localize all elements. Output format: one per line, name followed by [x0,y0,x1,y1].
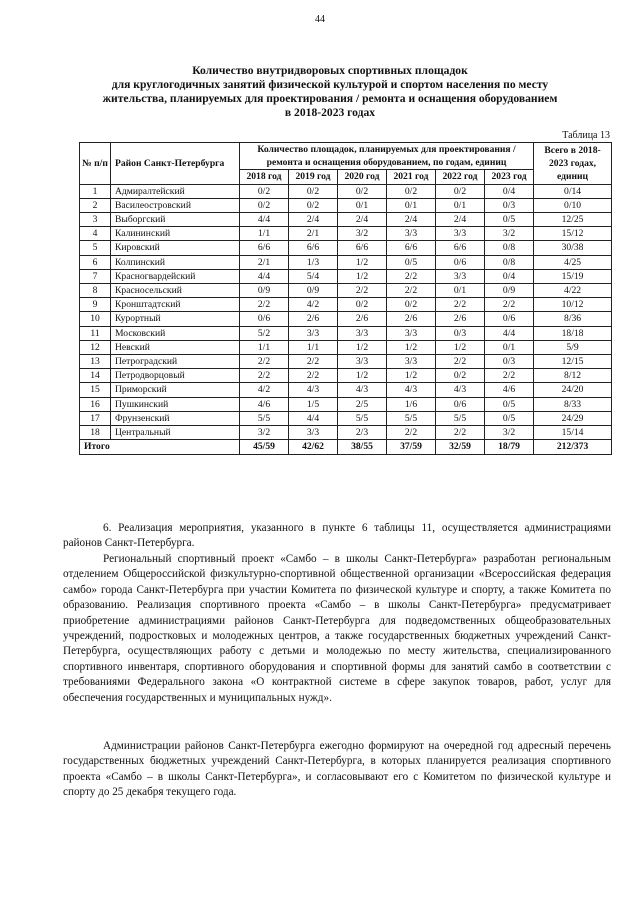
table-row [80,241,612,255]
row-district: Курортный [111,312,240,326]
row-value: 2/1 [289,227,338,241]
row-number: 3 [80,213,111,227]
row-total: 15/12 [534,227,612,241]
row-value: 3/3 [289,426,338,440]
row-value: 0/2 [436,369,485,383]
page-number: 44 [315,14,325,25]
row-value: 1/2 [338,255,387,269]
row-value: 3/3 [338,355,387,369]
row-value: 2/2 [240,298,289,312]
row-value: 2/2 [387,284,436,298]
row-value: 0/2 [240,184,289,198]
row-number: 17 [80,411,111,425]
row-value: 2/2 [338,284,387,298]
row-district: Центральный [111,426,240,440]
row-value: 6/6 [436,241,485,255]
row-value: 3/3 [338,326,387,340]
table-row [80,383,612,397]
row-district: Кировский [111,241,240,255]
paragraph-sambo-project [63,552,611,706]
row-total: 15/14 [534,426,612,440]
header-year: 2022 год [436,170,485,184]
row-value: 2/2 [436,298,485,312]
table-row [80,312,612,326]
header-year: 2019 год [289,170,338,184]
table-title [60,64,600,120]
row-value: 2/2 [485,369,534,383]
row-value: 3/3 [387,326,436,340]
total-value: 37/59 [387,440,436,455]
row-value: 6/6 [387,241,436,255]
row-value: 2/2 [485,298,534,312]
row-number: 1 [80,184,111,198]
header-year: 2021 год [387,170,436,184]
row-district: Адмиралтейский [111,184,240,198]
row-value: 0/2 [338,184,387,198]
row-number: 8 [80,284,111,298]
row-value: 1/1 [240,340,289,354]
row-number: 5 [80,241,111,255]
row-value: 0/8 [485,255,534,269]
grand-total: 212/373 [534,440,612,455]
row-value: 0/6 [485,312,534,326]
title-line: для круглогодичных занятий физической культурой и спортом населения по месту [111,78,549,91]
row-value: 0/5 [387,255,436,269]
row-number: 14 [80,369,111,383]
table-row [80,326,612,340]
row-value: 0/6 [436,397,485,411]
row-value: 0/4 [485,184,534,198]
row-value: 0/6 [436,255,485,269]
header-district: Район Санкт-Петербурга [111,143,240,185]
row-total: 18/18 [534,326,612,340]
row-number: 9 [80,298,111,312]
row-total: 24/29 [534,411,612,425]
row-value: 2/4 [387,213,436,227]
row-value: 2/6 [387,312,436,326]
table-row [80,340,612,354]
table-row [80,184,612,198]
row-value: 1/2 [387,369,436,383]
row-value: 4/4 [240,213,289,227]
row-value: 2/4 [338,213,387,227]
row-value: 1/2 [338,340,387,354]
row-value: 0/1 [436,284,485,298]
row-number: 15 [80,383,111,397]
row-value: 1/3 [289,255,338,269]
title-line: в 2018-2023 годах [284,106,376,119]
row-value: 4/4 [485,326,534,340]
row-total: 30/38 [534,241,612,255]
row-value: 3/2 [485,227,534,241]
row-total: 8/33 [534,397,612,411]
row-value: 0/2 [240,198,289,212]
row-value: 5/5 [240,411,289,425]
row-value: 0/4 [485,269,534,283]
row-value: 4/3 [436,383,485,397]
row-district: Колпинский [111,255,240,269]
row-value: 3/2 [485,426,534,440]
total-row [80,440,612,455]
table-row [80,369,612,383]
row-value: 0/6 [240,312,289,326]
row-value: 1/2 [436,340,485,354]
row-number: 7 [80,269,111,283]
row-value: 1/5 [289,397,338,411]
row-total: 15/19 [534,269,612,283]
row-value: 2/6 [289,312,338,326]
row-value: 0/5 [485,411,534,425]
row-total: 8/36 [534,312,612,326]
row-value: 2/6 [436,312,485,326]
row-value: 1/2 [338,369,387,383]
total-value: 45/59 [240,440,289,455]
row-value: 1/1 [289,340,338,354]
row-value: 0/1 [387,198,436,212]
row-value: 4/6 [240,397,289,411]
row-value: 2/2 [240,369,289,383]
row-value: 2/3 [338,426,387,440]
row-district: Пушкинский [111,397,240,411]
row-number: 4 [80,227,111,241]
row-value: 2/2 [387,269,436,283]
row-value: 5/2 [240,326,289,340]
paragraph: 6. Реализация мероприятия, указанного в пункте 6 таблицы 11, осуществляется администрациями районов Санкт-Петербурга. [63,522,611,550]
row-value: 5/5 [338,411,387,425]
row-value: 0/9 [289,284,338,298]
row-value: 0/2 [387,184,436,198]
table-row [80,411,612,425]
row-number: 6 [80,255,111,269]
row-number: 2 [80,198,111,212]
row-value: 0/2 [338,298,387,312]
row-value: 1/2 [387,340,436,354]
row-district: Петроградский [111,355,240,369]
row-number: 10 [80,312,111,326]
row-value: 3/3 [436,269,485,283]
row-total: 12/15 [534,355,612,369]
row-total: 5/9 [534,340,612,354]
row-total: 0/14 [534,184,612,198]
row-value: 0/3 [485,355,534,369]
row-value: 4/6 [485,383,534,397]
row-value: 5/5 [387,411,436,425]
row-total: 24/20 [534,383,612,397]
paragraph: Региональный спортивный проект «Самбо – в школы Санкт-Петербурга» разработан региональным отделением Общероссийской физкультурно-спортивной общественной организации «Всероссийская федерация самбо» города Санкт-Петербурга при участии Комитета по физической культуре и спорту, а также Комитета по образованию. Реализация спортивного проекта «Самбо – в школы Санкт-Петербурга» предусматривает приобретение администрациями районов Санкт-Петербурга для подведомственных общеобразовательных учреждений, подростковых и молодежных центров, а также государственных бюджетных учреждений Санкт-Петербурга, осуществляющих работу с детьми и молодежью по месту жительства, специализированного спортивного инвентаря, спортивного оборудования и спортивной формы для занятий самбо в соответствии с требованиями Федерального закона «О контрактной системе в сфере закупок товаров, работ, услуг для обеспечения государственных и муниципальных нужд». [63,553,611,704]
row-total: 12/25 [534,213,612,227]
row-district: Кронштадтский [111,298,240,312]
total-value: 18/79 [485,440,534,455]
table-row [80,426,612,440]
row-total: 0/10 [534,198,612,212]
paragraph: Администрации районов Санкт-Петербурга ежегодно формируют на очередной год адресный перечень государственных бюджетных учреждений Санкт-Петербурга, в которых планируется реализация спортивного проекта «Самбо – в школы Санкт-Петербурга», и согласовывают его с Комитетом по физической культуре и спорту до 25 декабря текущего года. [63,740,611,799]
row-district: Невский [111,340,240,354]
header-year: 2018 год [240,170,289,184]
row-district: Петродворцовый [111,369,240,383]
row-value: 4/3 [289,383,338,397]
row-value: 1/2 [338,269,387,283]
row-value: 2/4 [289,213,338,227]
row-value: 0/1 [338,198,387,212]
row-value: 6/6 [338,241,387,255]
header-year: 2023 год [485,170,534,184]
paragraph-administrations [63,739,611,801]
row-number: 11 [80,326,111,340]
title-line: жительства, планируемых для проектирования / ремонта и оснащения оборудованием [102,92,558,105]
header-year-group: Количество площадок, планируемых для проектирования / ремонта и оснащения оборудованием, по годам, единиц [240,143,534,170]
row-district: Приморский [111,383,240,397]
row-total: 4/25 [534,255,612,269]
row-value: 0/1 [436,198,485,212]
row-total: 4/22 [534,284,612,298]
table-label: Таблица 13 [562,130,610,141]
row-number: 16 [80,397,111,411]
table-row [80,355,612,369]
table-row [80,227,612,241]
row-value: 6/6 [289,241,338,255]
row-value: 0/9 [485,284,534,298]
row-value: 2/1 [240,255,289,269]
row-number: 18 [80,426,111,440]
header-total: Всего в 2018-2023 годах, единиц [534,143,612,185]
row-value: 2/2 [436,355,485,369]
table-row [80,213,612,227]
row-value: 0/2 [289,184,338,198]
row-district: Красногвардейский [111,269,240,283]
row-value: 0/3 [485,198,534,212]
row-value: 0/1 [485,340,534,354]
row-value: 0/3 [436,326,485,340]
row-value: 4/3 [338,383,387,397]
row-value: 2/2 [289,369,338,383]
row-value: 0/2 [436,184,485,198]
row-value: 3/3 [387,227,436,241]
row-value: 0/8 [485,241,534,255]
row-value: 2/4 [436,213,485,227]
row-value: 2/2 [387,426,436,440]
table-row [80,397,612,411]
table-row [80,284,612,298]
row-number: 12 [80,340,111,354]
row-value: 0/2 [387,298,436,312]
total-value: 38/55 [338,440,387,455]
row-value: 0/5 [485,213,534,227]
row-value: 1/6 [387,397,436,411]
row-number: 13 [80,355,111,369]
header-number: № п/п [80,143,111,185]
row-value: 0/2 [289,198,338,212]
row-total: 8/12 [534,369,612,383]
row-value: 3/3 [289,326,338,340]
row-district: Московский [111,326,240,340]
total-value: 42/62 [289,440,338,455]
row-value: 3/2 [338,227,387,241]
row-value: 3/3 [387,355,436,369]
table-body [80,184,612,455]
row-value: 2/5 [338,397,387,411]
row-value: 4/2 [240,383,289,397]
row-value: 0/9 [240,284,289,298]
paragraph-implementation [63,521,611,552]
total-value: 32/59 [436,440,485,455]
total-label: Итого [80,440,240,455]
title-line: Количество внутридворовых спортивных площадок [192,64,468,77]
row-value: 3/3 [436,227,485,241]
row-value: 3/2 [240,426,289,440]
row-value: 2/6 [338,312,387,326]
row-value: 4/3 [387,383,436,397]
sports-grounds-table [79,142,612,455]
table-row [80,298,612,312]
row-district: Красносельский [111,284,240,298]
row-district: Выборгский [111,213,240,227]
row-district: Фрунзенский [111,411,240,425]
table-row [80,269,612,283]
row-value: 5/5 [436,411,485,425]
row-district: Калининский [111,227,240,241]
row-value: 1/1 [240,227,289,241]
row-value: 5/4 [289,269,338,283]
row-value: 2/2 [436,426,485,440]
table-row [80,198,612,212]
row-value: 2/2 [240,355,289,369]
header-year: 2020 год [338,170,387,184]
row-value: 4/4 [240,269,289,283]
row-value: 0/5 [485,397,534,411]
row-value: 6/6 [240,241,289,255]
row-district: Василеостровский [111,198,240,212]
row-total: 10/12 [534,298,612,312]
table-row [80,255,612,269]
row-value: 4/2 [289,298,338,312]
row-value: 2/2 [289,355,338,369]
row-value: 4/4 [289,411,338,425]
